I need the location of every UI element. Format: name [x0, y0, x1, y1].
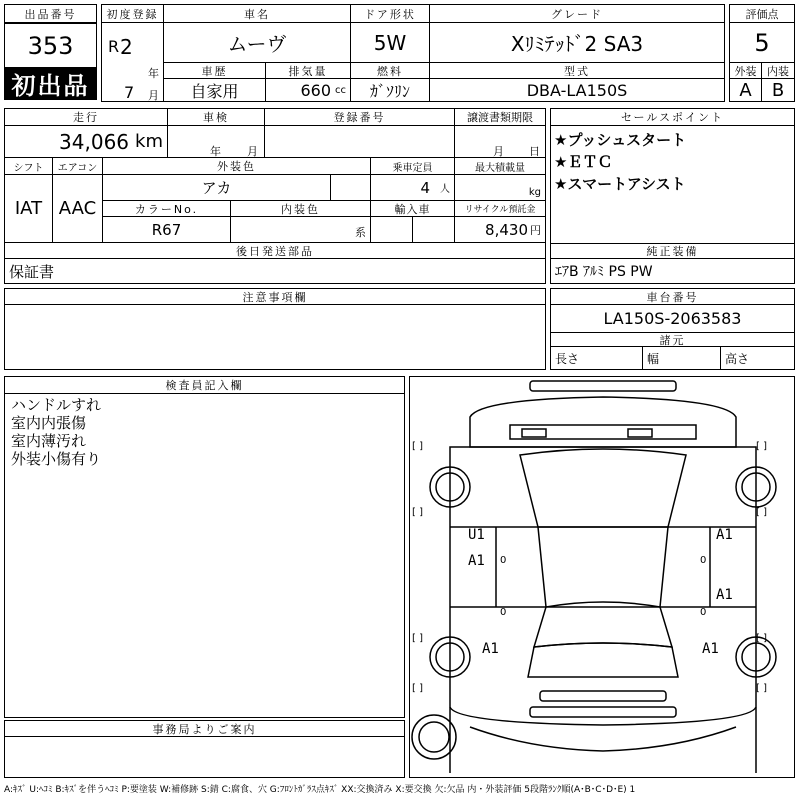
car-name: ムーヴ	[164, 23, 351, 63]
grade: Xﾘﾐﾃｯﾄﾞ2 SA3	[430, 23, 724, 63]
equipment: ｴｱB ｱﾙﾐ PS PW	[555, 264, 653, 280]
reg-month-unit: 月	[148, 89, 159, 102]
mileage-cell	[5, 126, 168, 158]
car-outline-diagram	[410, 377, 795, 778]
chassis-number: LA150S-2063583	[551, 305, 794, 333]
bracket-mid-right: [ ]	[756, 507, 767, 518]
sales-point-item: ★プッシュスタート	[554, 131, 687, 149]
score: 5	[730, 23, 794, 63]
model-label: 型式	[430, 63, 724, 79]
sales-point-item: ★ＥＴＣ	[554, 153, 613, 171]
damage-mark: A1	[482, 641, 499, 657]
inspector-label: 検査員記入欄	[5, 377, 404, 394]
import-cell-b	[413, 217, 455, 243]
bracket-front-right: [ ]	[756, 441, 767, 452]
damage-mark: U1	[468, 527, 485, 543]
recycle-label: リサイクル預託金	[455, 201, 545, 217]
score-box	[729, 4, 795, 102]
import-label: 輸入車	[371, 201, 455, 217]
max-load-cell	[455, 175, 545, 201]
inspector-line: ハンドルすれ	[11, 396, 102, 414]
inspector-line: 外装小傷有り	[11, 450, 102, 468]
lot-number-box	[4, 4, 97, 100]
zero-mark: 0	[500, 607, 507, 618]
history: 自家用	[164, 79, 266, 101]
int-color-label: 内装色	[231, 201, 371, 217]
inspector-line: 室内内張傷	[11, 414, 87, 432]
color-no-label: カラーNo.	[103, 201, 231, 217]
recycle: 8,430	[485, 220, 528, 239]
chassis-label: 車台番号	[551, 289, 794, 305]
mileage-unit: km	[135, 131, 163, 152]
transfer-label: 譲渡書類期限	[455, 109, 545, 126]
reg-month: 7	[124, 83, 135, 102]
displacement-unit: cc	[335, 84, 346, 96]
inspector-line: 室内薄汚れ	[11, 432, 87, 450]
mileage-label: 走行	[5, 109, 168, 126]
grade-label: グレード	[430, 5, 724, 23]
ext-color-label: 外装色	[103, 158, 371, 175]
first-reg-label: 初度登録	[102, 5, 164, 23]
bracket-front-left: [ ]	[412, 441, 423, 452]
zero-mark: 0	[700, 555, 707, 566]
int-color-cell	[231, 217, 371, 243]
equipment-label: 純正装備	[551, 243, 794, 259]
bracket-rear-right: [ ]	[756, 633, 767, 644]
capacity-label: 乗車定員	[371, 158, 455, 175]
lot-number: 353	[5, 23, 96, 67]
first-listing-badge: 初出品	[5, 67, 96, 99]
history-label: 車歴	[164, 63, 266, 79]
score-label: 評価点	[730, 5, 794, 23]
capacity-unit: 人	[440, 184, 450, 195]
fuel-label: 燃料	[351, 63, 430, 79]
office-box	[4, 720, 405, 778]
vehicle-header	[101, 4, 725, 102]
height-label: 高さ	[725, 352, 750, 366]
sales-points-list	[554, 129, 686, 195]
transfer-month-unit: 月	[493, 145, 504, 158]
ac-label: エアコン	[53, 158, 103, 175]
reg-no-cell	[265, 126, 455, 158]
inspection-label: 車検	[168, 109, 265, 126]
damage-mark: A1	[716, 527, 733, 543]
displacement-label: 排気量	[266, 63, 351, 79]
recycle-unit: 円	[530, 223, 541, 237]
car-name-label: 車名	[164, 5, 351, 23]
door-label: ドア形状	[351, 5, 430, 23]
inspection-month-unit: 月	[247, 145, 258, 158]
model: DBA-LA150S	[526, 80, 628, 100]
legend: A:ｷｽﾞ U:ﾍｺﾐ B:ｷｽﾞを伴うﾍｺﾐ P:要塗装 W:補修跡 S:錆 C:腐食、穴 G:ﾌﾛﾝﾄｶﾞﾗｽ点ｷｽﾞ XX:交換済み X:要交換 欠:欠品 内・外装評価 5段階ﾗﾝｸ順(A･B･C･D･E) 1	[4, 785, 636, 795]
bracket-mid-left: [ ]	[412, 507, 423, 518]
dims-label: 諸元	[551, 333, 794, 347]
notes-label: 注意事項欄	[5, 289, 545, 305]
transfer-day-unit: 日	[529, 145, 540, 158]
bracket-rear-left: [ ]	[412, 633, 423, 644]
int-grade: B	[771, 79, 785, 101]
ext-color-extra-cell	[331, 175, 371, 201]
displacement-cell	[266, 79, 351, 101]
shift-label: シフト	[5, 158, 53, 175]
damage-mark: A1	[468, 553, 485, 569]
sales-points-label: セールスポイント	[551, 109, 794, 126]
ext-color-cell	[103, 175, 331, 201]
length-label: 長さ	[551, 347, 643, 369]
inspector-box	[4, 376, 405, 718]
sales-points-box	[550, 108, 795, 284]
ext-grade: A	[730, 79, 762, 101]
later-parts: 保証書	[9, 262, 55, 281]
details-box	[4, 108, 546, 284]
fuel: ｶﾞｿﾘﾝ	[351, 79, 430, 101]
ext-color: アカ	[201, 179, 232, 197]
reg-year-unit: 年	[148, 67, 159, 80]
sales-point-item: ★スマートアシスト	[554, 175, 686, 193]
reg-no-label: 登録番号	[265, 109, 455, 126]
zero-mark: 0	[500, 555, 507, 566]
mileage: 34,066	[59, 129, 130, 154]
ac: AAC	[53, 175, 103, 243]
reg-year: 2	[120, 35, 133, 59]
width-label: 幅	[643, 347, 721, 369]
displacement: 660	[300, 80, 331, 100]
recycle-cell	[455, 217, 545, 243]
lot-number-label: 出品番号	[5, 5, 96, 23]
car-diagram	[409, 376, 795, 778]
max-load-unit: kg	[528, 187, 541, 198]
ext-label: 外装	[730, 63, 762, 79]
int-color-unit: 系	[355, 226, 366, 239]
inspection-year-unit: 年	[210, 145, 221, 158]
zero-mark: 0	[700, 607, 707, 618]
office-label: 事務局よりご案内	[5, 721, 404, 737]
later-parts-label: 後日発送部品	[5, 243, 545, 259]
import-cell-a	[371, 217, 413, 243]
color-no: R67	[103, 217, 231, 243]
damage-mark: A1	[702, 641, 719, 657]
damage-mark: A1	[716, 587, 733, 603]
capacity-cell	[371, 175, 455, 201]
int-label: 内装	[762, 63, 794, 79]
shift: IAT	[5, 175, 53, 243]
bracket-bottom-left: [ ]	[412, 683, 423, 694]
bracket-bottom-right: [ ]	[756, 683, 767, 694]
chassis-box	[550, 288, 795, 370]
door: 5W	[351, 23, 430, 63]
inspector-notes	[11, 396, 101, 468]
max-load-label: 最大積載量	[455, 158, 545, 175]
era: R	[108, 37, 120, 56]
notes-box	[4, 288, 546, 370]
capacity: 4	[420, 178, 430, 197]
